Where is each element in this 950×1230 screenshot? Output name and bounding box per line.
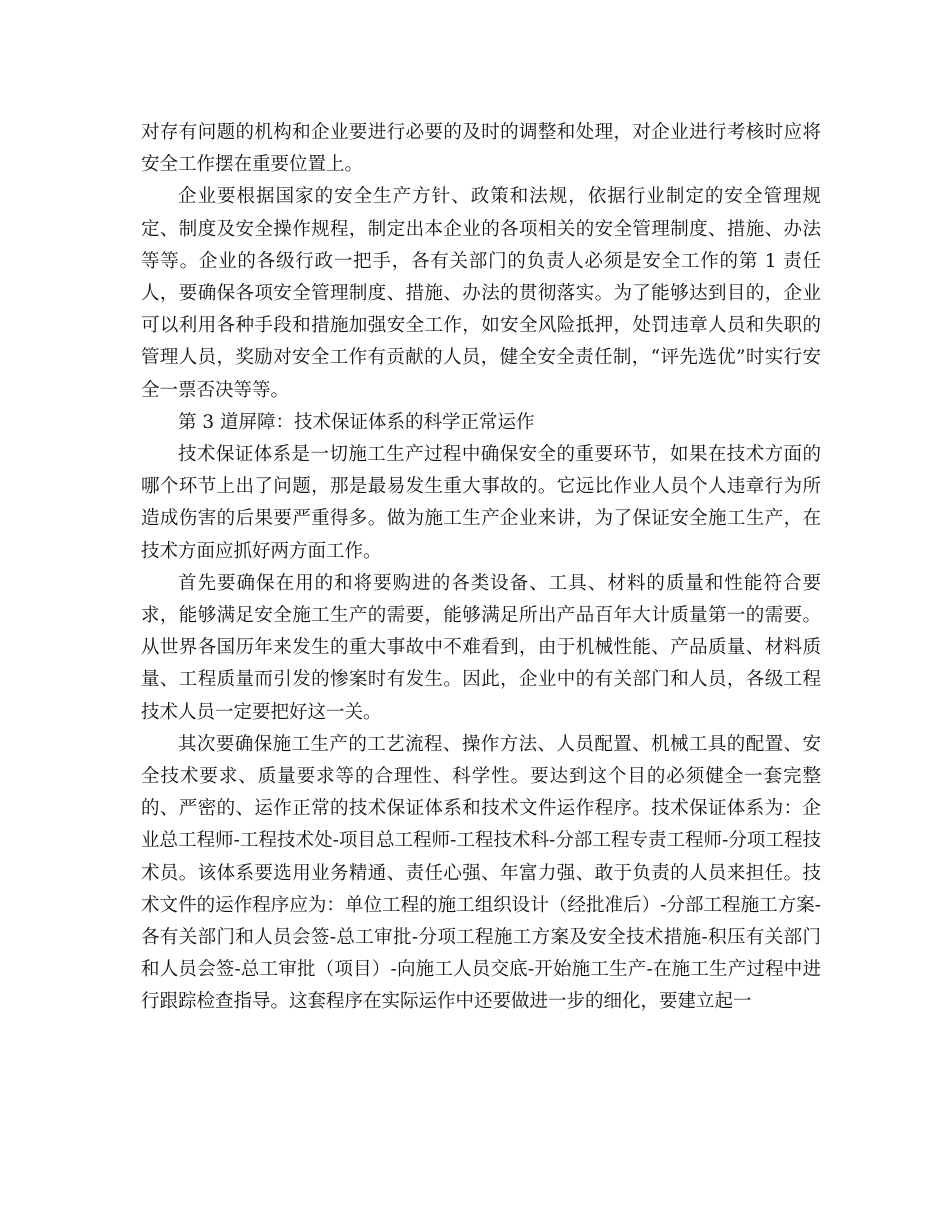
paragraph-management-system: 企业要根据国家的安全生产方针、政策和法规，依据行业制定的安全管理规定、制度及安全操作规程，制定出本企业的各项相关的安全管理制度、措施、办法等等。企业的各级行政一把手，各有关部门的负责人必须是安全工作的第 1 责任人，要确保各项安全管理制度、措施、办法的贯彻落实。为了能够达到目的，企业可以利用各种手段和措施加强安全工作，如安全风险抵押，处罚违章人员和失职的管理人员，奖励对安全工作有贡献的人员，健全安全责任制，“评先选优”时实行安全一票否决等等。 <box>141 186 821 401</box>
paragraph-process-procedures: 其次要确保施工生产的工艺流程、操作方法、人员配置、机械工具的配置、安全技术要求、质量要求等的合理性、科学性。要达到这个目的必须健全一套完整的、严密的、运作正常的技术保证体系和技术文件运作程序。技术保证体系为：企业总工程师-工程技术处-项目总工程师-工程技术科-分部工程专责工程师-分项工程技术员。该体系要选用业务精通、责任心强、年富力强、敢于负责的人员来担任。技术文件的运作程序应为：单位工程的施工组织设计（经批准后）-分部工程施工方案-各有关部门和人员会签-总工审批-分项工程施工方案及安全技术措施-积压有关部门和人员会签-总工审批（项目）-向施工人员交底-开始施工生产-在施工生产过程中进行跟踪检查指导。这套程序在实际运作中还要做进一步的细化，要建立起一 <box>141 733 821 1013</box>
paragraph-continuation: 对存有问题的机构和企业要进行必要的及时的调整和处理，对企业进行考核时应将安全工作摆在重要位置上。 <box>141 122 821 176</box>
paragraph-technical-assurance: 技术保证体系是一切施工生产过程中确保安全的重要环节，如果在技术方面的哪个环节上出了问题，那是最易发生重大事故的。它远比作业人员个人违章行为所造成伤害的后果要严重得多。做为施工生产企业来讲，为了保证安全施工生产，在技术方面应抓好两方面工作。 <box>141 444 821 562</box>
document-body <box>141 117 821 1019</box>
paragraph-equipment-quality: 首先要确保在用的和将要购进的各类设备、工具、材料的质量和性能符合要求，能够满足安全施工生产的需要，能够满足所出产品百年大计质量第一的需要。从世界各国历年来发生的重大事故中不难看到，由于机械性能、产品质量、材料质量、工程质量而引发的惨案时有发生。因此，企业中的有关部门和人员，各级工程技术人员一定要把好这一关。 <box>141 572 821 723</box>
section-heading-third-barrier: 第 3 道屏障：技术保证体系的科学正常运作 <box>178 411 535 433</box>
